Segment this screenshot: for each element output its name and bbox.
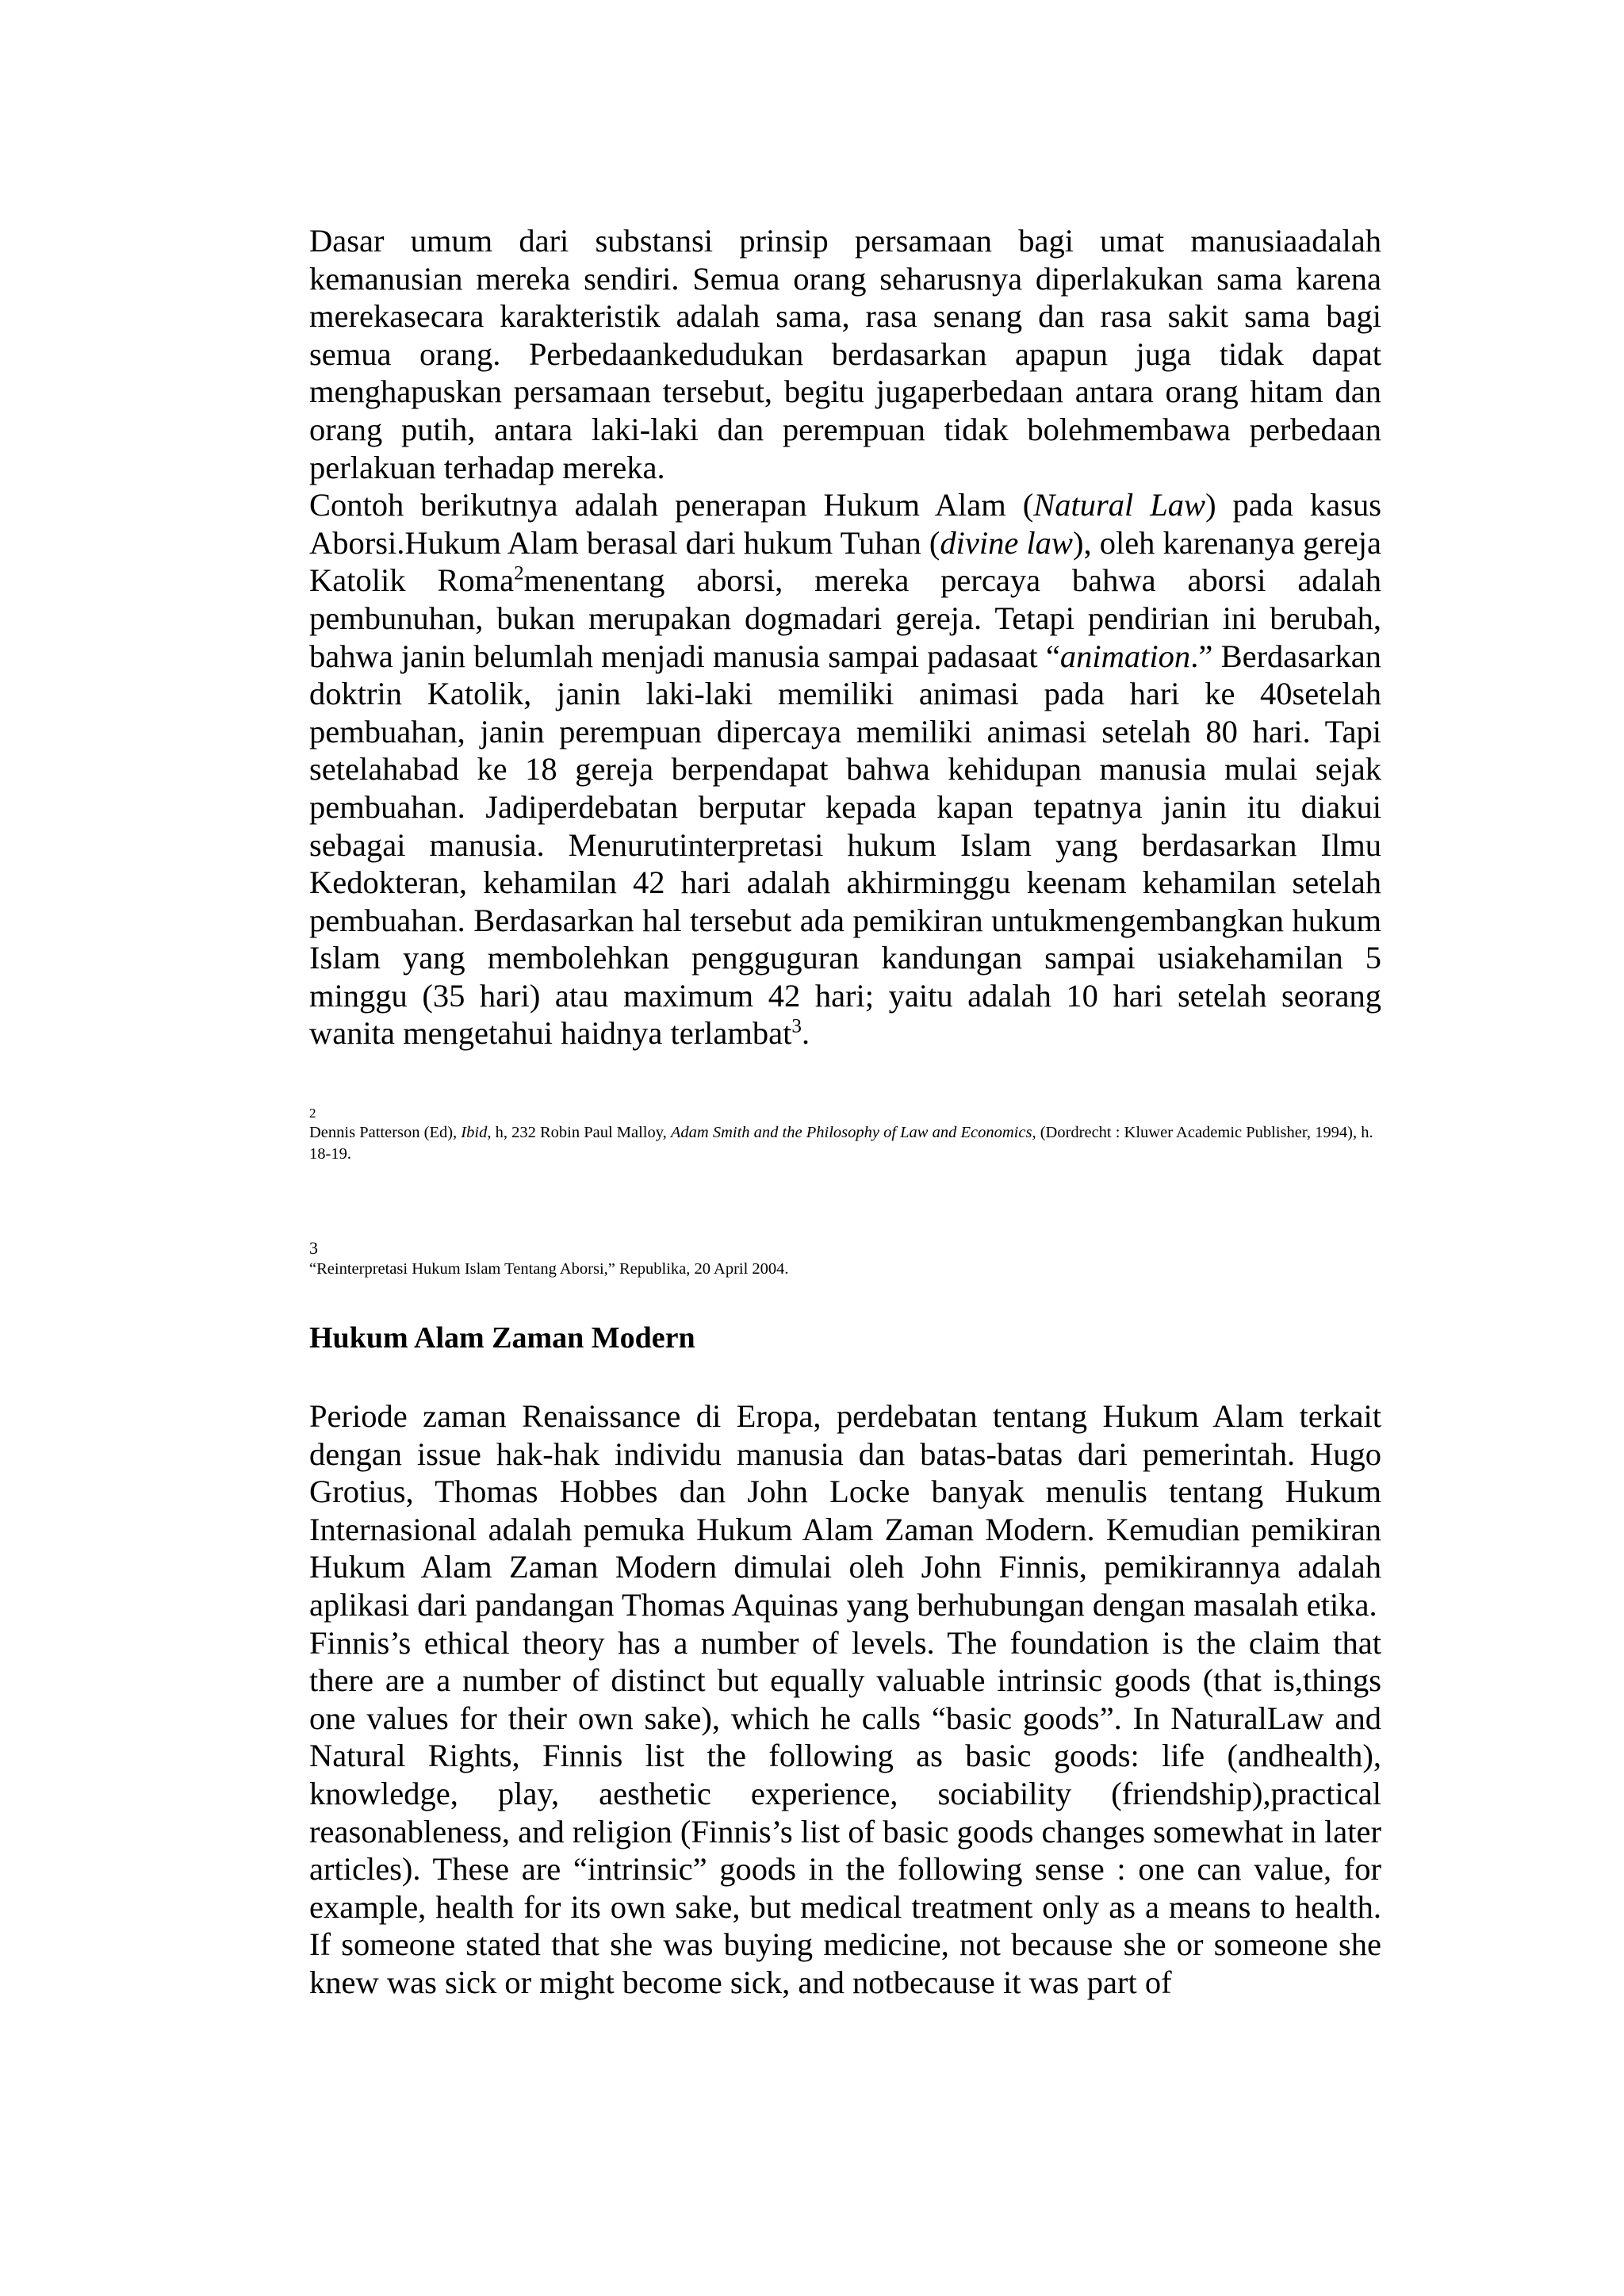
footnote-ref-3[interactable]: 3: [791, 1015, 802, 1037]
footnote-number: 2: [309, 1106, 316, 1121]
footnote-number: 3: [309, 1238, 318, 1259]
text-run: , (Dordrecht : Kluwer Academic Publisher, 1994), h. 18-19.: [309, 1124, 1373, 1163]
section-body: [309, 1397, 1381, 2002]
document-page: [309, 222, 1381, 2002]
paragraph-abortion-natural-law: [309, 486, 1381, 1052]
footnote-text: “Reinterpretasi Hukum Islam Tentang Aborsi,” Republika, 20 April 2004.: [309, 1260, 789, 1278]
text-run: Dennis Patterson (Ed),: [309, 1124, 462, 1142]
footnote-text: [309, 1122, 1381, 1165]
footnote-3: [309, 1238, 1381, 1280]
text-run: .” Berdasarkan doktrin Katolik, janin laki-laki memiliki animasi pada hari ke 40setelah pembuahan, janin perempuan dipercaya memiliki animasi setelah 80 hari. Tapi setelahabad ke 18 gereja berpendapat bahwa kehidupan manusia mulai sejak pembuahan. Jadiperdebatan berputar kepada kapan tepatnya janin itu diakui sebagai manusia. Menurutinterpretasi hukum Islam yang berdasarkan Ilmu Kedokteran, kehamilan 42 hari adalah akhirminggu keenam kehamilan setelah pembuahan. Berdasarkan hal tersebut ada pemikiran untukmengembangkan hukum Islam yang membolehkan pengguguran kandungan sampai usiakehamilan 5 minggu (35 hari) atau maximum 42 hari; yaitu adalah 10 hari setelah seorang wanita mengetahui haidnya terlambat: [309, 638, 1381, 1052]
paragraph-renaissance: Periode zaman Renaissance di Eropa, perdebatan tentang Hukum Alam terkait dengan issue hak-hak individu manusia dan batas-batas dari pemerintah. Hugo Grotius, Thomas Hobbes dan John Locke banyak menulis tentang Hukum Internasional adalah pemuka Hukum Alam Zaman Modern. Kemudian pemikiran Hukum Alam Zaman Modern dimulai oleh John Finnis, pemikirannya adalah aplikasi dari pandangan Thomas Aquinas yang berhubungan dengan masalah etika.: [309, 1398, 1381, 1623]
text-run: menentang aborsi, mereka percaya bahwa aborsi adalah pembunuhan, bukan merupakan dogmadari gereja. Tetapi pendirian ini berubah, bahwa janin belumlah menjadi manusia sampai padasaat “: [309, 562, 1381, 674]
italic-term-divine-law: divine law: [940, 524, 1073, 561]
paragraph-finnis-theory: Finnis’s ethical theory has a number of levels. The foundation is the claim that there are a number of distinct but equally valuable intrinsic goods (that is,things one values for their own sake), which he calls “basic goods”. In NaturalLaw and Natural Rights, Finnis list the following as basic goods: life (andhealth), knowledge, play, aesthetic experience, sociability (friendship),practical reasonableness, and religion (Finnis’s list of basic goods changes somewhat in later articles). These are “intrinsic” goods in the following sense : one can value, for example, health for its own sake, but medical treatment only as a means to health. If someone stated that she was buying medicine, not because she or someone she knew was sick or might become sick, and notbecause it was part of: [309, 1624, 1381, 2000]
footnote-ref-2[interactable]: 2: [514, 562, 524, 585]
italic-ibid: Ibid: [461, 1124, 488, 1142]
section-heading: Hukum Alam Zaman Modern: [309, 1321, 695, 1355]
text-run: .: [801, 1015, 810, 1052]
text-run: ) pada kasus Aborsi.Hukum Alam berasal dari hukum Tuhan (: [309, 487, 1381, 561]
italic-term-animation: animation: [1059, 638, 1191, 674]
italic-book-title: Adam Smith and the Philosophy of Law and Economics: [670, 1124, 1032, 1142]
italic-term-natural-law: Natural Law: [1033, 487, 1206, 523]
text-run: , h, 232 Robin Paul Malloy,: [487, 1124, 671, 1142]
footnote-2: [309, 1105, 1381, 1165]
text-run: Contoh berikutnya adalah penerapan Hukum Alam (: [309, 487, 1034, 523]
text-run: ), oleh karenanya gereja Katolik Roma: [309, 524, 1381, 599]
paragraph-equality-principle: Dasar umum dari substansi prinsip persamaan bagi umat manusiaadalah kemanusian mereka sendiri. Semua orang seharusnya diperlakukan sama karena merekasecara karakteristik adalah sama, rasa senang dan rasa sakit sama bagi semua orang. Perbedaankedudukan berdasarkan apapun juga tidak dapat menghapuskan persamaan tersebut, begitu jugaperbedaan antara orang hitam dan orang putih, antara laki-laki dan perempuan tidak bolehmembawa perbedaan perlakuan terhadap mereka.: [309, 223, 1381, 485]
